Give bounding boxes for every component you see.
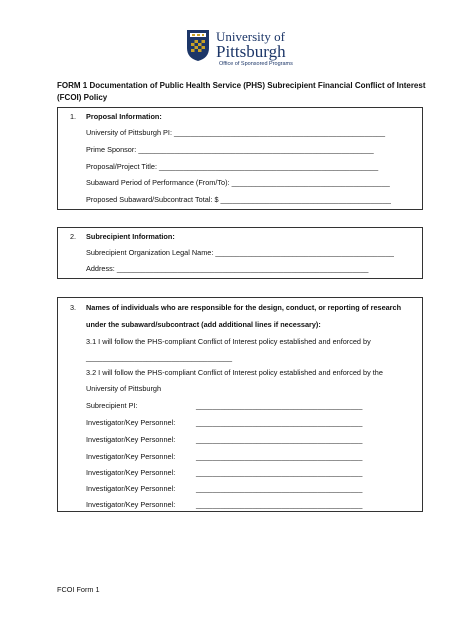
statement-3-2: 3.2 I will follow the PHS-compliant Conflict of Interest policy established and enforced by the	[86, 368, 383, 377]
personnel-label: Investigator/Key Personnel:	[86, 468, 176, 477]
university-logo	[186, 28, 306, 68]
field-address[interactable]: Address: ______________________________________________________________	[86, 264, 369, 273]
section-subrecipient-information	[57, 227, 423, 279]
logo-text-office: Office of Sponsored Programs	[219, 61, 293, 67]
field-pitt-pi[interactable]: University of Pittsburgh PI: ____________________________________________________	[86, 128, 386, 137]
personnel-line[interactable]: _________________________________________	[196, 418, 363, 427]
section3-heading-line2: under the subaward/subcontract (add additional lines if necessary):	[86, 320, 321, 329]
statement-3-1: 3.1 I will follow the PHS-compliant Conflict of Interest policy established and enforced by	[86, 337, 371, 346]
field-project-title[interactable]: Proposal/Project Title: ______________________________________________________	[86, 162, 379, 171]
logo-text-university-of: University of	[216, 29, 285, 44]
form-title: FORM 1 Documentation of Public Health Service (PHS) Subrecipient Financial Conflict of Interest (FCOI) Policy	[57, 81, 426, 102]
section-responsible-individuals	[57, 297, 423, 512]
personnel-line[interactable]: _________________________________________	[196, 484, 363, 493]
personnel-label: Investigator/Key Personnel:	[86, 484, 176, 493]
statement-3-1-blank[interactable]: ____________________________________	[86, 353, 233, 362]
section2-number: 2.	[70, 232, 77, 241]
page-footer: FCOI Form 1	[57, 585, 100, 594]
personnel-label: Investigator/Key Personnel:	[86, 452, 176, 461]
personnel-label: Investigator/Key Personnel:	[86, 435, 176, 444]
section3-heading-line1: Names of individuals who are responsible for the design, conduct, or reporting of research	[86, 303, 402, 312]
section-proposal-information	[57, 107, 423, 210]
personnel-line[interactable]: _________________________________________	[196, 452, 363, 461]
personnel-label: Investigator/Key Personnel:	[86, 418, 176, 427]
field-prime-sponsor[interactable]: Prime Sponsor: __________________________________________________________	[86, 145, 374, 154]
personnel-label: Investigator/Key Personnel:	[86, 500, 176, 509]
section3-number: 3.	[70, 303, 77, 312]
personnel-label: Subrecipient PI:	[86, 401, 138, 410]
section2-heading: Subrecipient Information:	[86, 232, 175, 241]
section1-heading: Proposal Information:	[86, 112, 162, 121]
statement-3-2-line2: University of Pittsburgh	[86, 384, 162, 393]
section1-number: 1.	[70, 112, 77, 121]
personnel-line[interactable]: _________________________________________	[196, 435, 363, 444]
field-period-of-performance[interactable]: Subaward Period of Performance (From/To): _______________________________________	[86, 178, 390, 187]
personnel-line[interactable]: _________________________________________	[196, 401, 363, 410]
logo-text-pittsburgh: Pittsburgh	[216, 42, 286, 61]
field-subaward-total[interactable]: Proposed Subaward/Subcontract Total: $ __________________________________________	[86, 195, 391, 204]
personnel-line[interactable]: _________________________________________	[196, 500, 363, 509]
university-shield-icon	[186, 28, 210, 62]
field-organization-legal-name[interactable]: Subrecipient Organization Legal Name: ____________________________________________	[86, 248, 394, 257]
personnel-line[interactable]: _________________________________________	[196, 468, 363, 477]
